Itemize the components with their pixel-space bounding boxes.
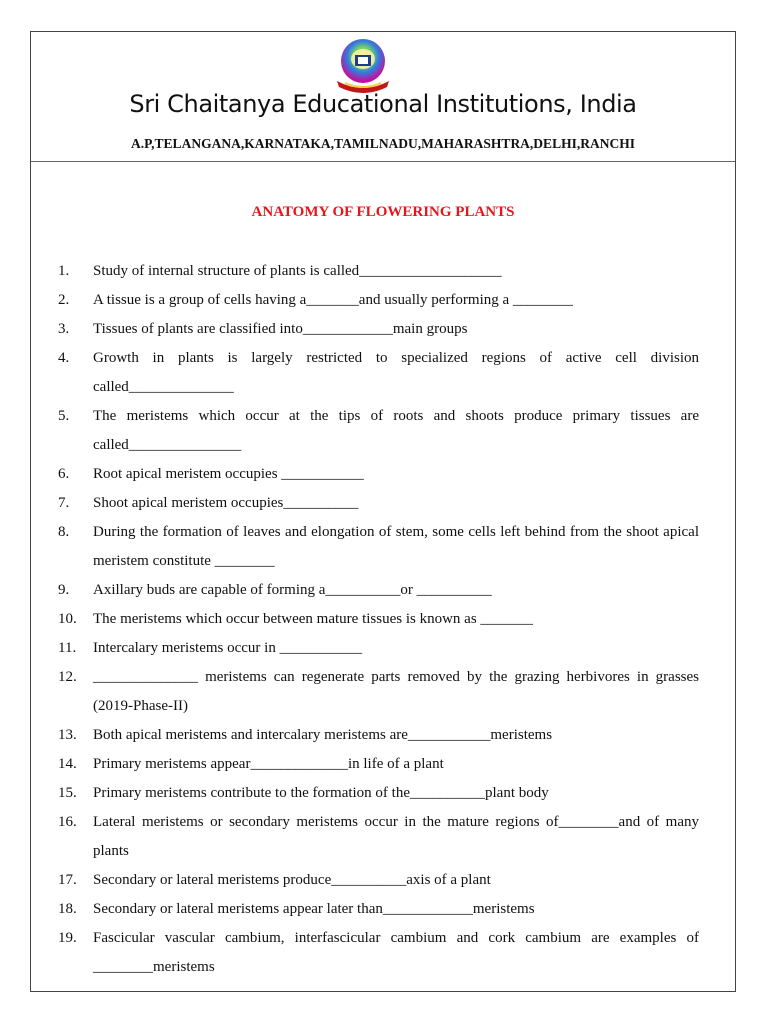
- worksheet-title: ANATOMY OF FLOWERING PLANTS: [251, 204, 515, 220]
- question-text: Root apical meristem occupies ___________: [93, 466, 364, 482]
- question-item: [31, 663, 735, 721]
- question-text: The meristems which occur at the tips of roots and shoots produce primary tissues are called_______________: [93, 408, 699, 453]
- question-item: [31, 924, 735, 982]
- question-number: 13.: [58, 727, 77, 743]
- question-item: [31, 866, 735, 895]
- question-item: [31, 605, 735, 634]
- question-number: 9.: [58, 582, 70, 598]
- question-item: [31, 460, 735, 489]
- question-text: The meristems which occur between mature tissues is known as _______: [93, 611, 533, 627]
- question-number: 6.: [58, 466, 70, 482]
- question-item: [31, 286, 735, 315]
- question-text: Shoot apical meristem occupies__________: [93, 495, 359, 511]
- question-item: [31, 779, 735, 808]
- question-text: Intercalary meristems occur in ___________: [93, 640, 363, 656]
- question-text: A tissue is a group of cells having a_______and usually performing a ________: [93, 292, 573, 308]
- question-text: Tissues of plants are classified into____________main groups: [93, 321, 468, 337]
- question-number: 15.: [58, 785, 77, 801]
- question-number: 18.: [58, 901, 77, 917]
- question-number: 3.: [58, 321, 70, 337]
- sri-chaitanya-emblem-icon: [331, 37, 395, 95]
- question-item: [31, 634, 735, 663]
- question-number: 10.: [58, 611, 77, 627]
- question-text: Lateral meristems or secondary meristems occur in the mature regions of________and of many plants: [93, 814, 699, 859]
- question-text: Study of internal structure of plants is called___________________: [93, 263, 502, 279]
- question-item: [31, 750, 735, 779]
- question-number: 12.: [58, 669, 77, 685]
- question-item: [31, 721, 735, 750]
- question-number: 4.: [58, 350, 70, 366]
- question-text: Secondary or lateral meristems produce__________axis of a plant: [93, 872, 491, 888]
- question-text: Growth in plants is largely restricted to specialized regions of active cell division called______________: [93, 350, 699, 395]
- question-number: 16.: [58, 814, 77, 830]
- question-text: Secondary or lateral meristems appear later than____________meristems: [93, 901, 535, 917]
- question-text: Primary meristems contribute to the formation of the__________plant body: [93, 785, 549, 801]
- question-number: 11.: [58, 640, 77, 656]
- question-item: [31, 257, 735, 286]
- question-text: Both apical meristems and intercalary meristems are___________meristems: [93, 727, 553, 743]
- question-list: [31, 257, 735, 982]
- question-text: Fascicular vascular cambium, interfascicular cambium and cork cambium are examples of ________meristems: [93, 930, 699, 975]
- question-text: During the formation of leaves and elongation of stem, some cells left behind from the shoot apical meristem constitute ________: [93, 524, 699, 569]
- question-number: 14.: [58, 756, 77, 772]
- worksheet-frame: [30, 31, 736, 992]
- question-text: Primary meristems appear_____________in life of a plant: [93, 756, 444, 772]
- institution-name: Sri Chaitanya Educational Institutions, India: [129, 90, 637, 118]
- question-item: [31, 576, 735, 605]
- header: [31, 32, 735, 162]
- question-item: [31, 808, 735, 866]
- question-number: 7.: [58, 495, 70, 511]
- question-number: 17.: [58, 872, 77, 888]
- question-number: 2.: [58, 292, 70, 308]
- question-item: [31, 489, 735, 518]
- question-item: [31, 315, 735, 344]
- question-number: 19.: [58, 930, 77, 946]
- question-item: [31, 344, 735, 402]
- question-item: [31, 402, 735, 460]
- question-item: [31, 895, 735, 924]
- question-number: 1.: [58, 263, 70, 279]
- states-list: A.P,TELANGANA,KARNATAKA,TAMILNADU,MAHARASHTRA,DELHI,RANCHI: [131, 136, 635, 151]
- question-number: 5.: [58, 408, 70, 424]
- question-text: Axillary buds are capable of forming a__________or __________: [93, 582, 492, 598]
- question-item: [31, 518, 735, 576]
- question-text: ______________ meristems can regenerate parts removed by the grazing herbivores in grasses (2019-Phase-II): [93, 669, 699, 714]
- question-number: 8.: [58, 524, 70, 540]
